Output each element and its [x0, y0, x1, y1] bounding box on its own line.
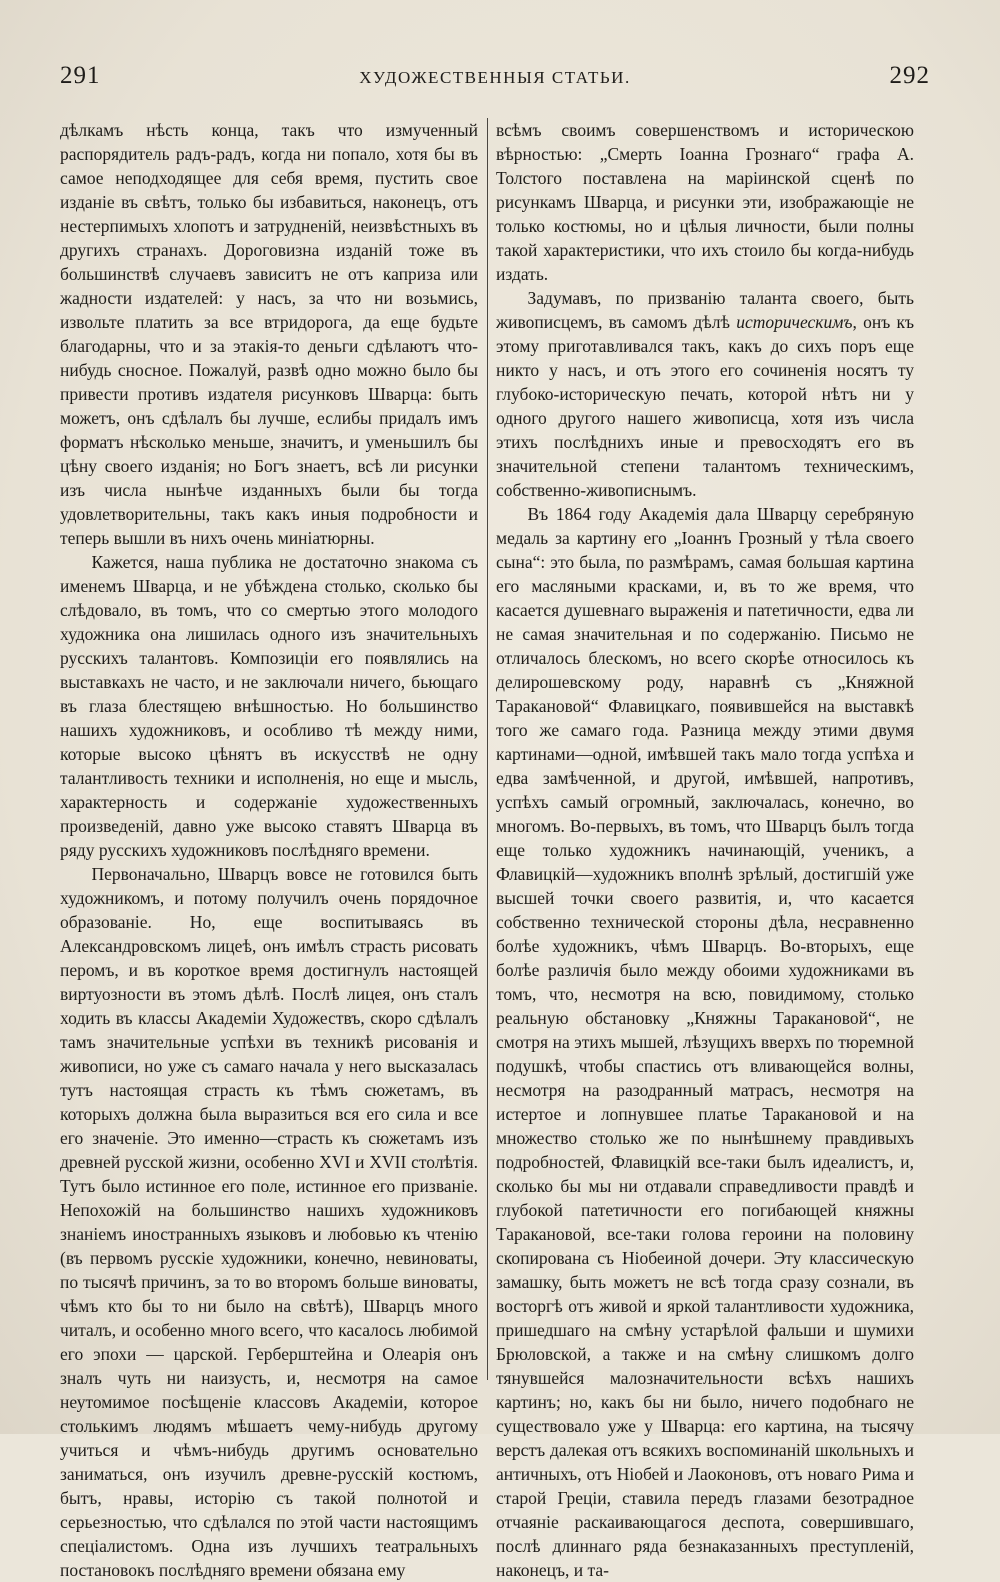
right-paragraph-1: всѣмъ своимъ совершенствомъ и историческою вѣрностью: „Смерть Іоанна Грознаго“ графа А. Толстого поставлена на маріинской сценѣ по рисункамъ Шварца, и рисунки эти, изображающіе не только костюмы, но и цѣлыя личности, были полны такой характеристики, что ихъ стоило бы когда-нибудь издать. — [496, 120, 914, 284]
right-column — [496, 118, 915, 1580]
left-paragraph-1: дѣлкамъ нѣсть конца, такъ что измученный распорядитель радъ-радъ, когда ни попало, хотя бы въ самое неподходящее для себя время, пустить свое изданіе въ свѣтъ, только бы избавиться, наконецъ, отъ нестерпимыхъ хлопотъ и затрудненій, неизвѣстныхъ въ другихъ странахъ. Дороговизна изданій тоже въ большинствѣ случаевъ зависитъ не отъ каприза или жадности издателей: у насъ, за что ни возьмись, извольте платить за все втридорога, да еще будьте благодарны, что и за этакія-то деньги сдѣлаютъ что-нибудь сносное. Пожалуй, развѣ одно можно было бы привести противъ издателя рисунковъ Шварца: быть можетъ, онъ сдѣлалъ бы лучше, еслибы придалъ имъ форматъ нѣсколько меньше, значитъ, и уменьшилъ бы цѣну своего изданія; но Богъ знаетъ, всѣ ли рисунки изъ числа нынѣче изданныхъ были бы тогда удовлетворительны, такъ какъ иныя подробности и теперь вышли въ нихъ очень миніатюрны. — [60, 120, 478, 548]
column-divider — [487, 118, 488, 1380]
page-number-right: 292 — [889, 62, 930, 89]
right-paragraph-3: Въ 1864 году Академія дала Шварцу серебряную медаль за картину его „Іоаннъ Грозный у тѣла своего сына“: это была, по размѣрамъ, самая большая картина его масляными красками, и, въ то же время, что касается душевнаго выраженія и патетичности, едва ли не самая значительная и по содержанію. Письмо не отличалось блескомъ, но всего скорѣе относилось къ делирошевскому роду, наравнѣ съ „Княжной Таракановой“ Флавицкаго, появившейся на выставкѣ того же самаго года. Разница между этими двумя картинами—одной, имѣвшей такъ мало тогда успѣха и едва замѣченной, и другой, имѣвшей, напротивъ, успѣхъ самый огромный, заключалась, конечно, во многомъ. Во-первыхъ, въ томъ, что Шварцъ былъ тогда еще только художникъ начинающій, ученикъ, а Флавицкій—художникъ вполнѣ зрѣлый, достигшій уже высшей точки своего развитія, и, что касается собственно технической стороны дѣла, несравненно болѣе художникъ, чѣмъ Шварцъ. Во-вторыхъ, еще болѣе различія было между обоими художниками въ томъ, что, несмотря на всю, повидимому, столько реальную обстановку „Княжны Таракановой“, не смотря на этихъ мышей, лѣзущихъ вверхъ по тюремной подушкѣ, чтобы спастись отъ вливающейся волны, несмотря на разодранный матрасъ, несмотря на истертое и лопнувшее платье Таракановой и на множество столько же по нынѣшнему правдивыхъ подробностей, Флавицкій все-таки былъ идеалистъ, и, сколько бы мы ни отдавали справедливости правдѣ и глубокой патетичности его погибающей княжны Таракановой, все-таки голова героини на половину скопирована съ Ніобеиной дочери. Эту классическую замашку, быть можетъ не всѣ тогда сразу сознали, въ восторгѣ отъ живой и яркой талантливости художника, пришедшаго на смѣну устарѣлой фальши и шумихи Брюловской, а также и на смѣну слишкомъ долго тянувшейся малозначительности всѣхъ нашихъ картинъ; но, какъ бы ни было, ничего подобнаго не существовало уже у Шварца: его картина, на тысячу верстъ далекая отъ всякихъ воспоминаній школьныхъ и античныхъ, отъ Ніобей и Лаоконовъ, отъ новаго Рима и старой Греціи, ставила передъ глазами безотрадное отчаяніе раскаивающагося деспота, совершившаго, послѣ длиннаго ряда безнаказанныхъ преступленій, наконецъ, и та- — [496, 504, 914, 1580]
right-paragraph-2-end: , онъ къ этому приготавливался такъ, какъ до сихъ поръ еще никто у насъ, и отъ этого его сочиненія носятъ ту глубоко-историческую печать, которой нѣтъ ни у одного другого нашего живописца, хотя изъ числа этихъ послѣднихъ иные и превосходятъ его въ значительной степени талантомъ техническимъ, собственно-живописнымъ. — [496, 312, 915, 500]
right-paragraph-2-start: Задумавъ, по призванію таланта своего, быть живописцемъ, въ самомъ дѣлѣ — [496, 288, 914, 332]
left-paragraph-2: Кажется, наша публика не достаточно знакома съ именемъ Шварца, и не убѣждена столько, сколько бы слѣдовало, въ томъ, что со смертью этого молодого художника она лишилась одного изъ значительныхъ русскихъ талантовъ. Композиціи его появлялись на выставкахъ не часто, и не заключали ничего, бьющаго въ глаза блестящею внѣшностью. Но большинство нашихъ художниковъ, и особливо тѣ между ними, которые высоко цѣнятъ въ искусствѣ не одну талантливость техники и исполненія, но еще и мысль, характерность и содержаніе художественныхъ произведеній, давно уже высоко ставятъ Шварца въ ряду русскихъ художниковъ послѣдняго времени. — [60, 552, 478, 860]
page-number-left: 291 — [60, 62, 101, 89]
running-title: ХУДОЖЕСТВЕННЫЯ СТАТЬИ. — [359, 68, 631, 87]
page-header — [60, 62, 930, 92]
right-paragraph-2 — [496, 286, 914, 502]
left-paragraph-3: Первоначально, Шварцъ вовсе не готовился быть художникомъ, и потому получилъ очень порядочное образованіе. Но, еще воспитываясь въ Александровскомъ лицеѣ, онъ имѣлъ страсть рисовать перомъ, и въ короткое время достигнулъ настоящей виртуозности въ этомъ дѣлѣ. Послѣ лицея, онъ сталъ ходить въ классы Академіи Художествъ, скоро сдѣлалъ тамъ значительные успѣхи въ техникѣ рисованія и живописи, но уже съ самаго начала у него высказалась тутъ настоящая страсть къ тѣмъ сюжетамъ, въ которыхъ должна была выразиться вся его сила и все его значеніе. Это именно—страсть къ сюжетамъ изъ древней русской жизни, особенно XVI и XVII столѣтія. Тутъ было истинное его поле, истинное его призваніе. Непохожій на большинство нашихъ художниковъ знаніемъ иностранныхъ языковъ и любовью къ чтенію (въ первомъ русскіе художники, конечно, невиноваты, по тысячѣ причинъ, за то во второмъ больше виноваты, чѣмъ кто бы то ни было на свѣтѣ), Шварцъ много читалъ, и особенно много всего, что касалось любимой его эпохи — царской. Герберштейна и Олеарія онъ зналъ чуть ни наизусть, и, несмотря на самое неутомимое посѣщеніе классовъ Академіи, которое столькимъ людямъ мѣшаетъ чему-нибудь другому учиться и чѣмъ-нибудь другимъ основательно заниматься, онъ изучилъ древне-русскій костюмъ, бытъ, нравы, исторію съ такой полнотой и серьезностью, что сдѣлался по этой части настоящимъ спеціалистомъ. Одна изъ лучшихъ театральныхъ постановокъ послѣдняго времени обязана ему — [60, 864, 478, 1580]
left-column — [60, 118, 478, 1580]
emphasized-word: историческимъ — [736, 312, 853, 332]
